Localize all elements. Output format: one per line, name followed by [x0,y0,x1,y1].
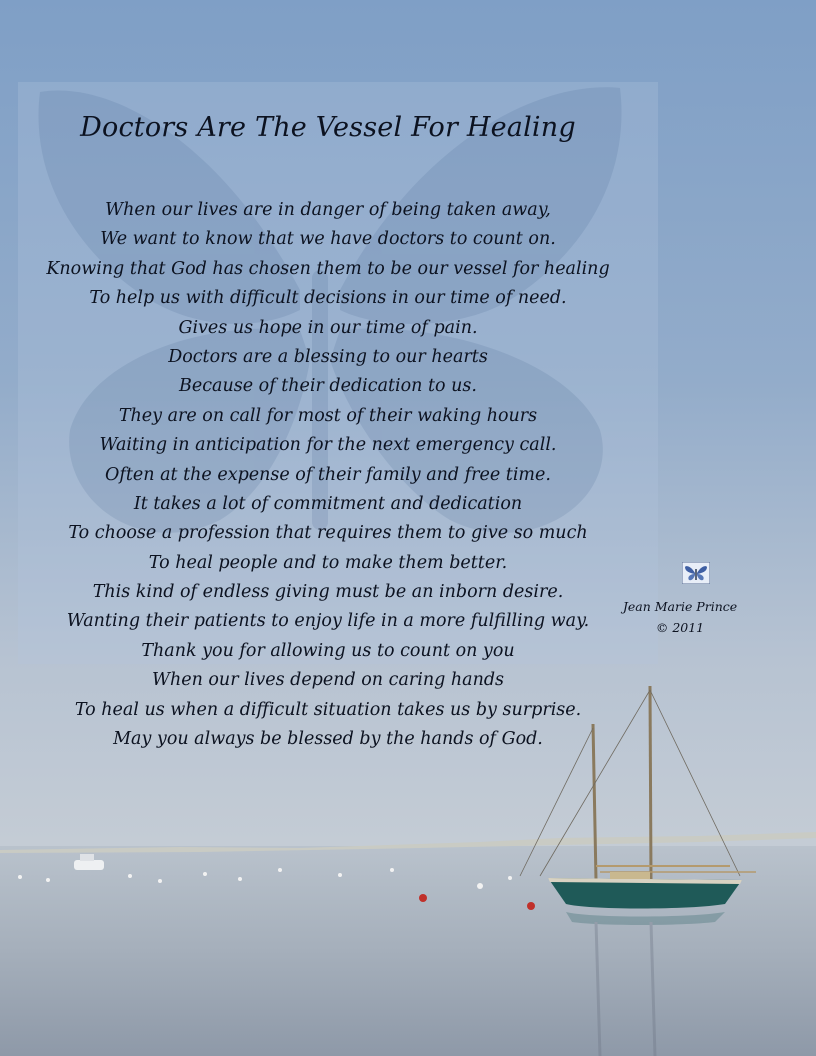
poem-line: Often at the expense of their family and free time. [105,464,551,485]
poem-line: They are on call for most of their waking hours [118,405,538,426]
poem-line: Because of their dedication to us. [179,376,477,397]
signature [620,596,740,638]
red-buoy [527,902,535,910]
poem-line: To choose a profession that requires them to give so much [68,523,588,544]
poem-body [0,196,656,754]
poem-line: It takes a lot of commitment and dedication [133,493,523,514]
poem-line: Doctors are a blessing to our hearts [168,346,488,367]
poem-line: To help us with difficult decisions in our time of need. [89,288,567,309]
poem-line: To heal us when a difficult situation takes us by surprise. [74,699,582,720]
poem-line: Wanting their patients to enjoy life in a more fulfilling way. [66,611,590,632]
signature-author: Jean Marie Prince [622,599,738,614]
poem-line: When our lives depend on caring hands [151,670,505,691]
poem-line: Thank you for allowing us to count on you [141,640,515,661]
poem-line: Gives us hope in our time of pain. [178,317,478,338]
signature-copyright: © 2011 [655,620,705,635]
poem-line: We want to know that we have doctors to count on. [100,229,556,250]
poem-line: When our lives are in danger of being taken away, [105,200,551,220]
poem-line: To heal people and to make them better. [148,552,508,573]
poem-line: This kind of endless giving must be an inborn desire. [92,582,564,603]
butterfly-icon [682,562,710,584]
red-buoy [419,894,427,902]
poem-title: Doctors Are The Vessel For Healing [80,112,576,143]
poem-line: May you always be blessed by the hands of God. [113,729,543,750]
poem-line: Waiting in anticipation for the next emergency call. [99,435,557,456]
poem-line: Knowing that God has chosen them to be our vessel for healing [46,258,610,279]
